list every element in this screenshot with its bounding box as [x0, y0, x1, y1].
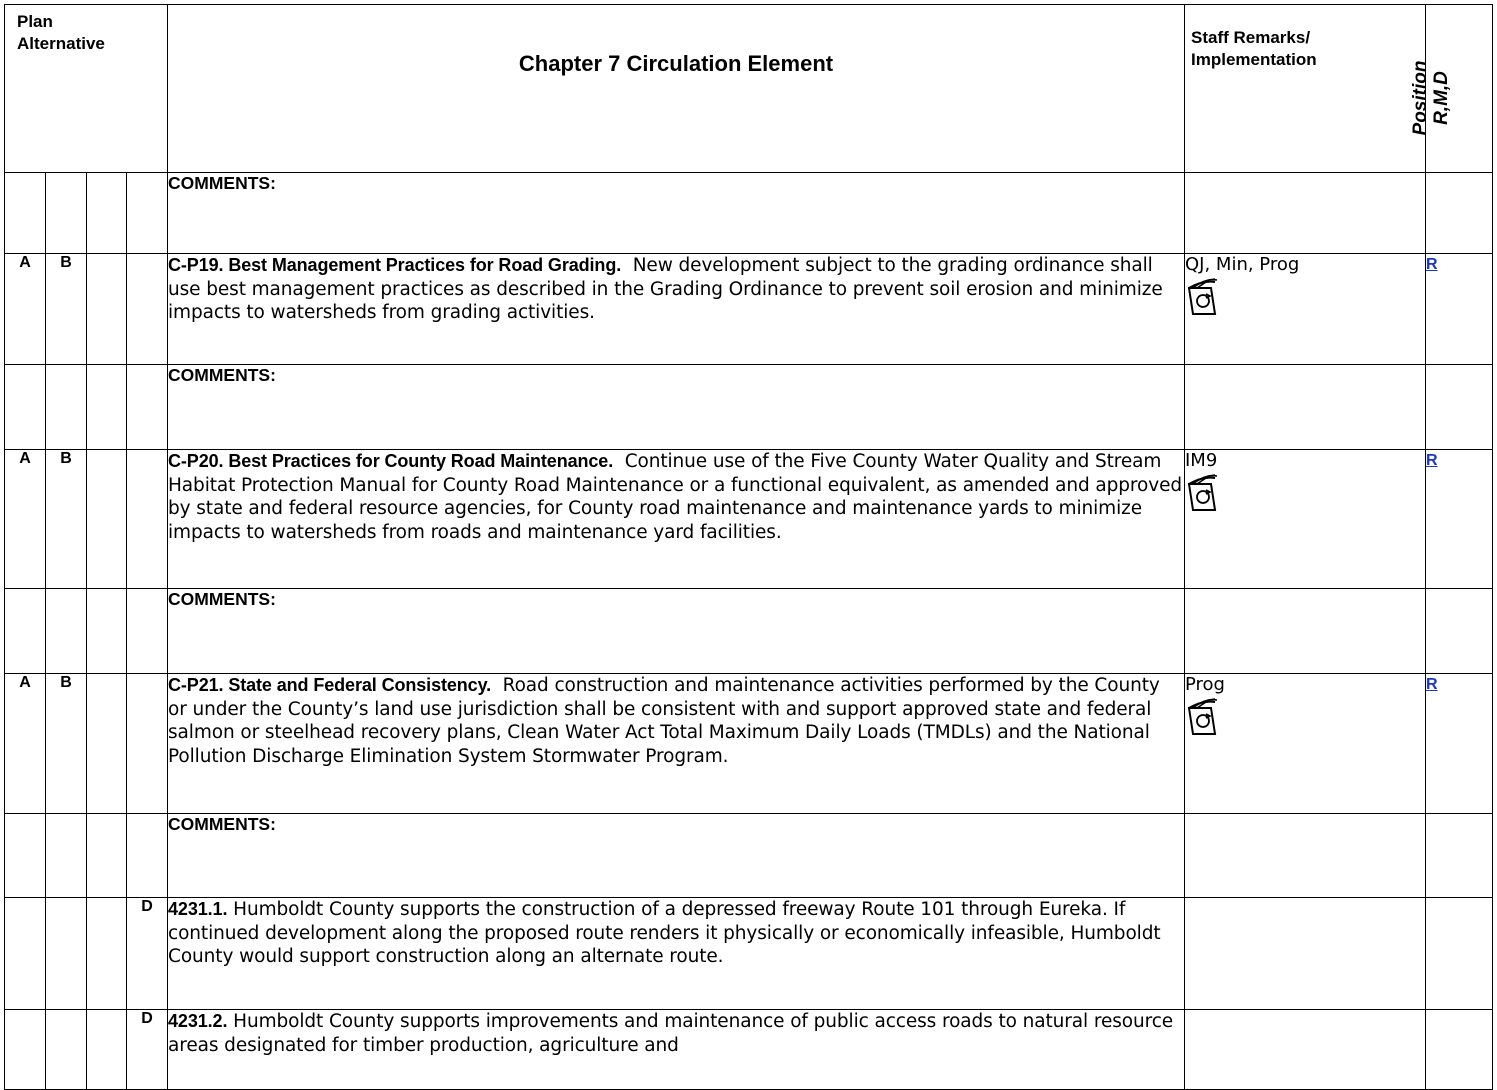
policy-row: [5, 898, 1493, 1010]
alt-d-cell: D: [127, 898, 168, 1010]
policy-row: [5, 1010, 1493, 1090]
policy-body: Humboldt County supports improvements and maintenance of public access roads to natural resource areas designated for timber production, agriculture and: [168, 1011, 1174, 1056]
staff-remarks-cell: [1185, 674, 1426, 814]
position-cell: [1426, 254, 1493, 365]
comments-row: [5, 173, 1493, 254]
policy-body: Humboldt County supports the construction of a depressed freeway Route 101 through Eureka. If continued development along the proposed route renders it physically or economically infeasible, Humboldt County would support construction along an alternate route.: [168, 899, 1161, 967]
plan-alternative-header: Plan Alternative: [5, 5, 168, 173]
position-link[interactable]: R: [1426, 452, 1438, 469]
policy-body: New development subject to the grading ordinance shall use best management practices as described in the Grading Ordinance to prevent soil erosion and minimize impacts to watersheds from grading activities.: [168, 255, 1163, 323]
comments-row: [5, 589, 1493, 674]
comments-label: COMMENTS:: [168, 365, 1185, 450]
staff-remarks-header: Staff Remarks/ Implementation: [1185, 5, 1426, 173]
policy-body: Continue use of the Five County Water Quality and Stream Habitat Protection Manual for County Road Maintenance or a functional equivalent, as amended and approved by state and federal resource agencies, for County road maintenance and maintenance yards to minimize impacts to watersheds from roads and maintenance yard facilities.: [168, 451, 1183, 543]
position-header: [1410, 5, 1493, 173]
policy-row: [5, 674, 1493, 814]
staff-remarks-text: IM9: [1185, 450, 1218, 471]
position-label: Position: [1410, 60, 1431, 136]
recycle-book-icon: [1185, 278, 1219, 316]
comments-label: COMMENTS:: [168, 589, 1185, 674]
policy-row: [5, 254, 1493, 365]
policy-title: C-P20. Best Practices for County Road Maintenance.: [168, 451, 614, 471]
policy-table: [4, 4, 1493, 1090]
chapter-title: Chapter 7 Circulation Element: [168, 5, 1185, 173]
policy-row: [5, 450, 1493, 589]
policy-title: C-P19. Best Management Practices for Road Grading.: [168, 255, 622, 275]
alt-b-cell: B: [46, 674, 87, 814]
policy-title: C-P21. State and Federal Consistency.: [168, 675, 492, 695]
comments-label: COMMENTS:: [168, 173, 1185, 254]
alt-a-cell: A: [5, 450, 46, 589]
staff-remarks-text: Prog: [1185, 674, 1225, 695]
alt-b-cell: B: [46, 450, 87, 589]
policy-title: 4231.2.: [168, 1011, 228, 1031]
comments-row: [5, 365, 1493, 450]
comments-row: [5, 814, 1493, 898]
staff-remarks-cell: [1185, 450, 1426, 589]
alt-a-cell: A: [5, 254, 46, 365]
policy-body: Road construction and maintenance activities performed by the County or under the County’s land use jurisdiction shall be consistent with and support approved state and federal salmon or steelhead recovery plans, Clean Water Act Total Maximum Daily Loads (TMDLs) and the National Pollution Discharge Elimination System Stormwater Program.: [168, 675, 1160, 767]
alt-d-cell: D: [127, 1010, 168, 1090]
position-link[interactable]: R: [1426, 676, 1438, 693]
position-link[interactable]: R: [1426, 256, 1438, 273]
policy-text: [168, 674, 1185, 814]
policy-title: 4231.1.: [168, 899, 228, 919]
position-cell: [1426, 674, 1493, 814]
recycle-book-icon: [1185, 698, 1219, 736]
header-row: [5, 5, 1493, 173]
staff-remarks-cell: [1185, 254, 1426, 365]
policy-text: [168, 1010, 1185, 1090]
recycle-book-icon: [1185, 474, 1219, 512]
policy-text: [168, 254, 1185, 365]
alt-a-cell: A: [5, 674, 46, 814]
position-codes: R,M,D: [1431, 71, 1452, 125]
policy-text: [168, 450, 1185, 589]
comments-label: COMMENTS:: [168, 814, 1185, 898]
policy-text: [168, 898, 1185, 1010]
staff-remarks-text: QJ, Min, Prog: [1185, 254, 1300, 275]
alt-b-cell: B: [46, 254, 87, 365]
position-cell: [1426, 450, 1493, 589]
